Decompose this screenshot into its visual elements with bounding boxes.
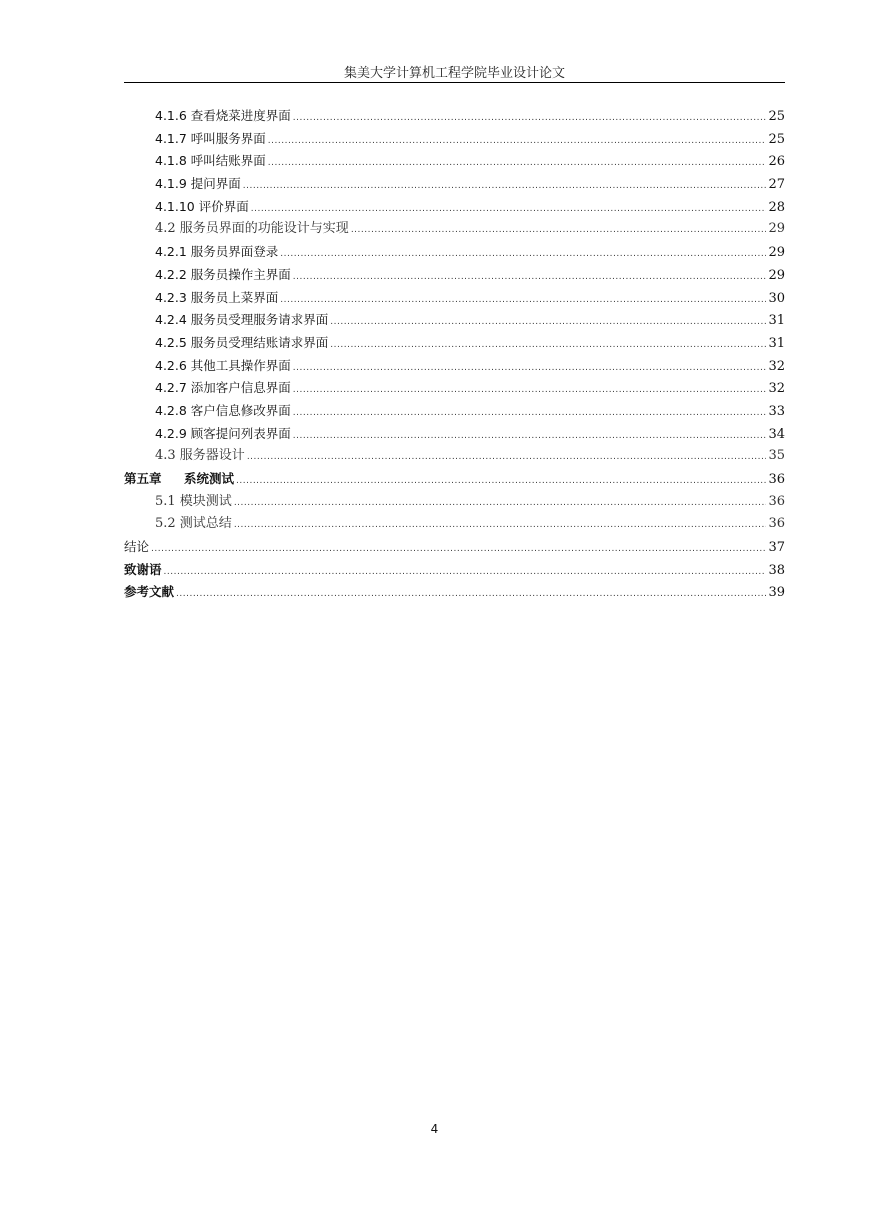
table-of-contents <box>124 105 785 604</box>
toc-page-number: 36 <box>768 516 785 532</box>
toc-entry-title: 4.2 服务员界面的功能设计与实现 <box>155 221 349 237</box>
toc-entry-title: 4.2.9 顾客提问列表界面 <box>155 425 291 441</box>
toc-entry-title: 4.2.3 服务员上菜界面 <box>155 289 279 305</box>
toc-entry[interactable] <box>124 468 785 491</box>
toc-page-number: 38 <box>768 562 785 578</box>
toc-leader-dots <box>268 130 767 153</box>
toc-page-number: 29 <box>768 221 785 237</box>
toc-leader-dots <box>236 470 766 493</box>
toc-leader-dots <box>243 175 767 198</box>
toc-entry[interactable] <box>124 218 785 241</box>
toc-entry[interactable] <box>124 445 785 468</box>
header-rule <box>124 82 785 83</box>
toc-leader-dots <box>234 514 767 537</box>
toc-page-number: 28 <box>768 199 785 215</box>
toc-leader-dots <box>330 334 766 357</box>
toc-entry-title: 4.2.6 其他工具操作界面 <box>155 357 291 373</box>
toc-page-number: 35 <box>768 448 785 464</box>
toc-entry[interactable] <box>124 173 785 196</box>
toc-entry[interactable] <box>124 559 785 582</box>
toc-entry-title: 5.2 测试总结 <box>155 516 232 532</box>
toc-entry-title: 4.1.6 查看烧菜进度界面 <box>155 108 291 123</box>
toc-leader-dots <box>164 561 767 584</box>
toc-entry-title: 4.2.1 服务员界面登录 <box>155 244 279 260</box>
toc-entry-title: 4.2.2 服务员操作主界面 <box>155 266 291 282</box>
toc-page-number: 36 <box>768 472 785 487</box>
toc-page-number: 37 <box>768 540 785 556</box>
toc-entry[interactable] <box>124 423 785 446</box>
toc-entry-title: 4.3 服务器设计 <box>155 448 245 464</box>
toc-entry-title: 4.2.7 添加客户信息界面 <box>155 380 291 396</box>
toc-entry-title: 致谢语 <box>124 561 162 577</box>
toc-entry-title: 系统测试 <box>184 471 235 486</box>
toc-page-number: 30 <box>768 290 785 306</box>
toc-entry[interactable] <box>124 287 785 310</box>
toc-page-number: 34 <box>768 426 785 442</box>
toc-page-number: 33 <box>768 403 785 419</box>
toc-leader-dots <box>280 289 766 312</box>
toc-entry-title: 4.2.8 客户信息修改界面 <box>155 402 291 418</box>
toc-page-number: 32 <box>768 381 785 397</box>
toc-page-number: 25 <box>768 131 785 147</box>
toc-leader-dots <box>247 446 767 469</box>
toc-leader-dots <box>234 492 767 515</box>
toc-entry[interactable] <box>124 196 785 219</box>
toc-page-number: 25 <box>768 109 785 124</box>
toc-entry[interactable] <box>124 513 785 536</box>
toc-leader-dots <box>251 198 767 221</box>
toc-entry[interactable] <box>124 264 785 287</box>
toc-entry[interactable] <box>124 377 785 400</box>
toc-leader-dots <box>330 311 766 334</box>
toc-entry-title: 4.1.7 呼叫服务界面 <box>155 130 266 146</box>
toc-page-number: 32 <box>768 358 785 374</box>
toc-entry[interactable] <box>124 241 785 264</box>
toc-entry-title: 4.1.8 呼叫结账界面 <box>155 153 266 169</box>
toc-entry-title: 4.2.4 服务员受理服务请求界面 <box>155 312 329 328</box>
toc-leader-dots <box>351 219 767 242</box>
toc-page-number: 27 <box>768 177 785 193</box>
toc-entry[interactable] <box>124 400 785 423</box>
toc-leader-dots <box>293 402 767 425</box>
toc-leader-dots <box>293 107 767 130</box>
toc-entry[interactable] <box>124 128 785 151</box>
toc-leader-dots <box>176 583 766 606</box>
toc-entry[interactable] <box>124 355 785 378</box>
toc-entry[interactable] <box>124 581 785 604</box>
toc-leader-dots <box>280 243 766 266</box>
toc-entry-title: 结论 <box>124 539 150 555</box>
toc-entry[interactable] <box>124 332 785 355</box>
toc-entry[interactable] <box>124 150 785 173</box>
toc-page-number: 29 <box>768 267 785 283</box>
page-header: 集美大学计算机工程学院毕业设计论文 <box>343 66 565 81</box>
toc-entry-title: 4.1.9 提问界面 <box>155 176 241 192</box>
toc-entry-title: 4.2.5 服务员受理结账请求界面 <box>155 334 329 350</box>
toc-leader-dots <box>293 425 767 448</box>
toc-page-number: 31 <box>768 313 785 329</box>
toc-leader-dots <box>151 538 766 561</box>
toc-page-number: 26 <box>768 154 785 170</box>
page-number: 4 <box>430 1122 439 1136</box>
toc-entry[interactable] <box>124 309 785 332</box>
toc-chapter-number: 第五章 <box>124 471 162 486</box>
toc-entry[interactable] <box>124 536 785 559</box>
toc-page-number: 31 <box>768 335 785 351</box>
toc-page-number: 39 <box>768 585 785 601</box>
toc-entry[interactable] <box>124 105 785 128</box>
toc-entry-title: 参考文献 <box>124 584 175 600</box>
toc-page-number: 36 <box>768 493 785 509</box>
toc-page-number: 29 <box>768 245 785 261</box>
toc-entry-title: 5.1 模块测试 <box>155 493 232 509</box>
toc-leader-dots <box>293 379 767 402</box>
toc-leader-dots <box>293 266 767 289</box>
toc-leader-dots <box>268 152 767 175</box>
toc-leader-dots <box>293 357 767 380</box>
toc-entry[interactable] <box>124 491 785 514</box>
toc-entry-title: 4.1.10 评价界面 <box>155 198 249 214</box>
